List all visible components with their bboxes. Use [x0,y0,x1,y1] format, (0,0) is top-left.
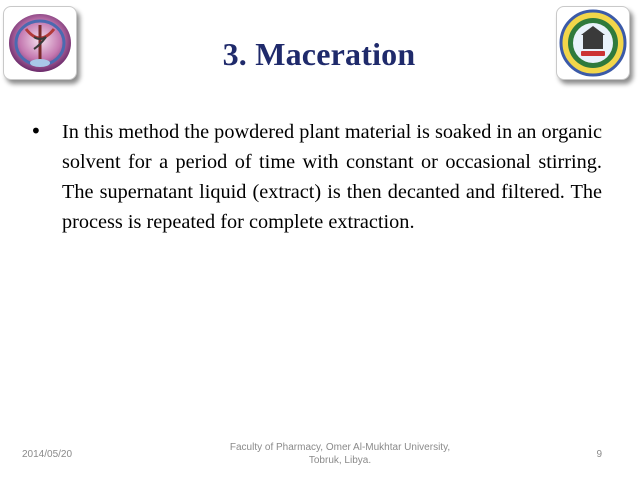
footer-date: 2014/05/20 [22,449,73,460]
bullet-text: In this method the powdered plant material is soaked in an organic solvent for a period of time with constant or occasional stirring. The supernatant liquid (extract) is then decanted and filtered. The process is repeated for complete extraction. [62,121,602,233]
footer-institution [190,441,490,467]
page-number: 9 [596,449,602,460]
footer-institution-line1: Faculty of Pharmacy, Omer Al-Mukhtar University, [229,442,451,453]
bullet-icon: • [30,119,42,143]
footer-institution-line2: Tobruk, Libya. [308,455,372,466]
bullet-item [30,117,602,237]
slide-title: 3. Maceration [222,36,416,72]
